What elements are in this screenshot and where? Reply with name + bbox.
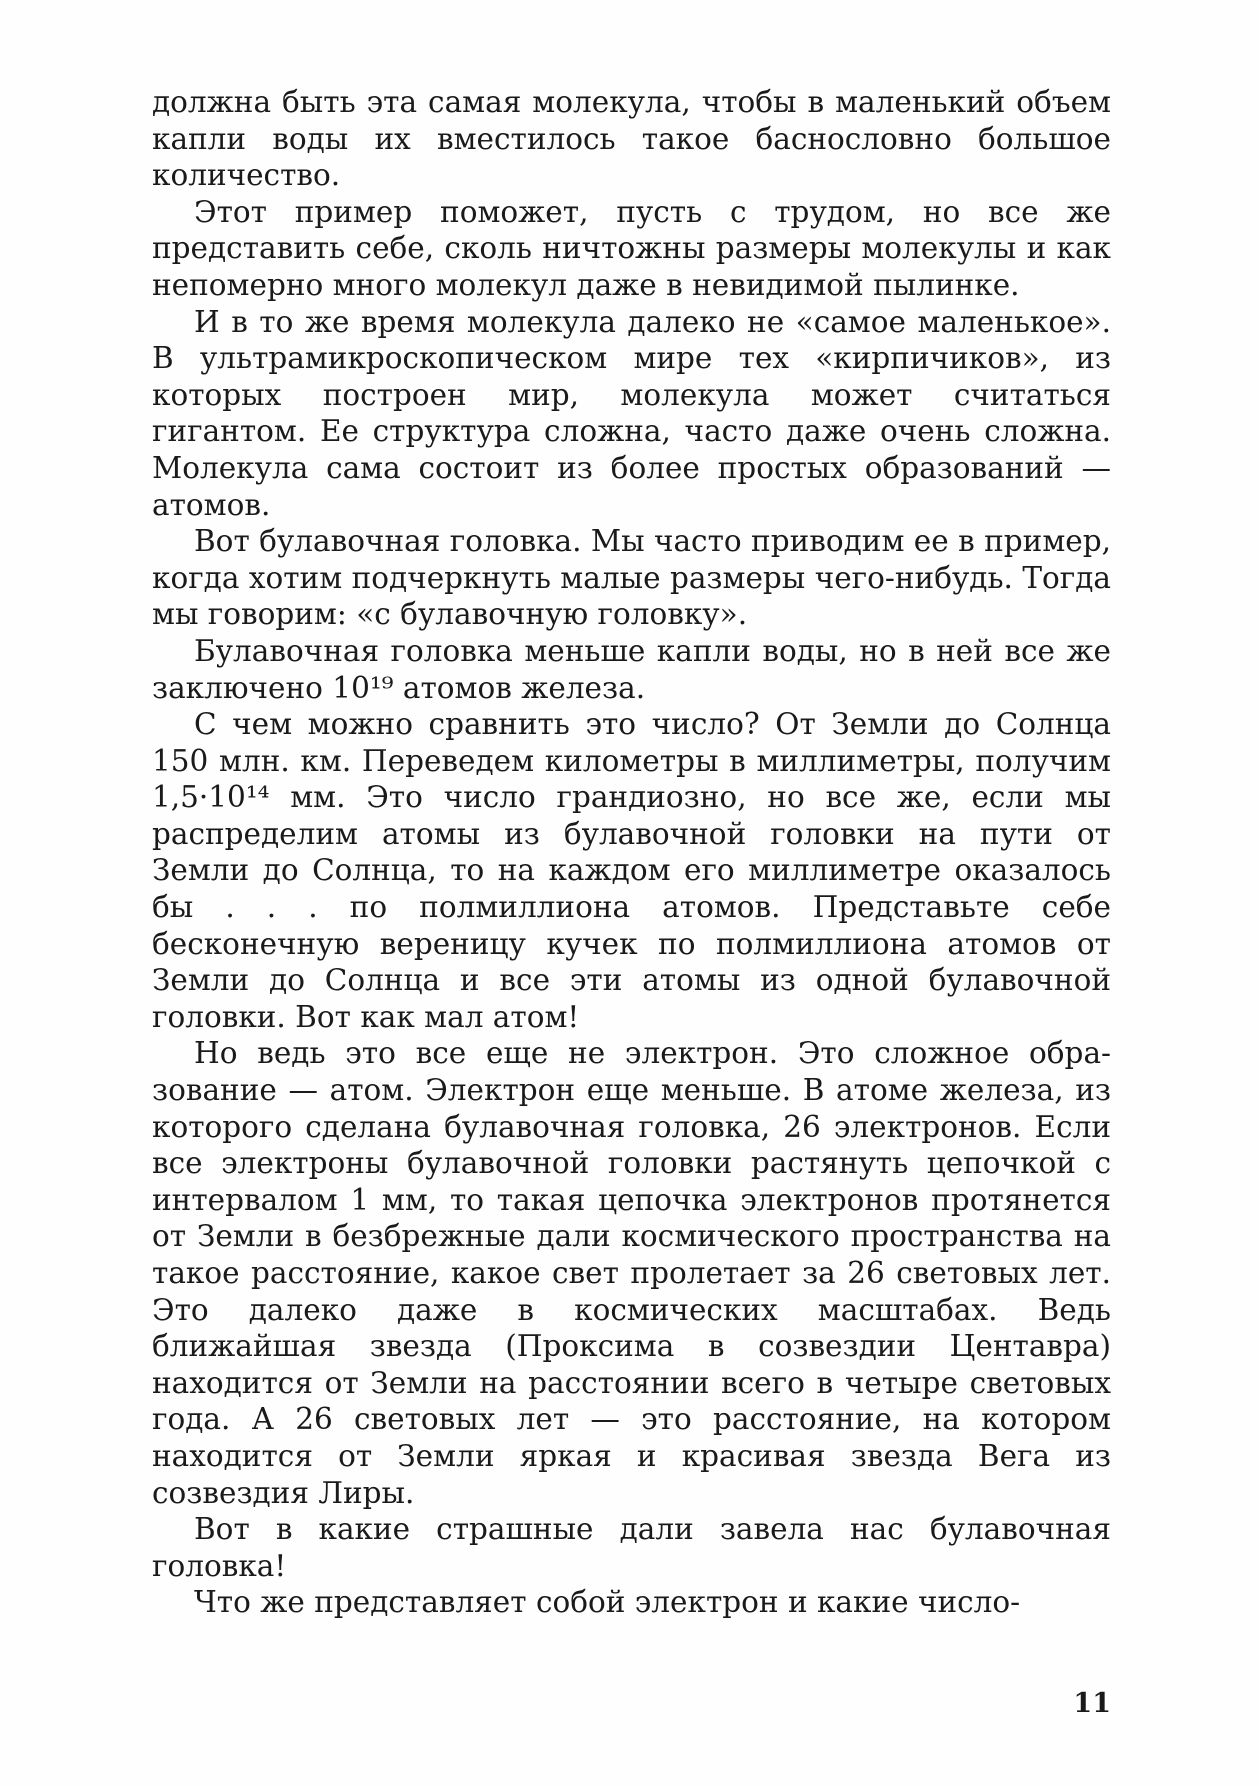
page-number: 11 [1073, 1688, 1111, 1719]
paragraph: Булавочная головка меньше капли воды, но в ней все же заключено 10¹⁹ атомов железа. [152, 633, 1111, 705]
paragraph: Вот булавочная головка. Мы часто приводим ее в пример, когда хотим подчеркнуть малые размеры чего-нибудь. Тогда мы говорим: «с булавочную головку». [152, 524, 1111, 632]
paragraph: должна быть эта самая молекула, чтобы в маленький объем капли воды их вместилось такое баснословно большое количество. [152, 85, 1111, 193]
body-text [152, 84, 1111, 1621]
paragraph: И в то же время молекула далеко не «самое маленькое». В ультрамикроскопическом мире тех «кирпичиков», из которых построен мир, молекула может считаться гигантом. Ее структура сложна, часто даже очень сложна. Молекула сама состоит из более простых образований — атомов. [152, 304, 1111, 522]
paragraph: Что же представляет собой электрон и какие число- [194, 1585, 1021, 1620]
paragraph: Вот в какие страшные дали завела нас булавочная головка! [152, 1512, 1111, 1583]
paragraph: Этот пример поможет, пусть с трудом, но все же представить себе, сколь ничтожны размеры молекулы и как непомерно много молекул даже в невидимой пылинке. [152, 194, 1111, 302]
paragraph: С чем можно сравнить это число? От Земли до Солнца 150 млн. км. Переведем километры в миллиметры, получим 1,5·10¹⁴ мм. Это число грандиозно, но все же, если мы распределим атомы из булавочной головки на пути от Земли до Солнца, то на каждом его миллиметре оказалось бы . . . по полмиллиона атомов. Представьте себе бесконечную вереницу кучек по полмиллиона атомов от Земли до Солнца и все эти атомы из одной булавочной головки. Вот как мал атом! [152, 707, 1111, 1034]
paragraph: Но ведь это все еще не электрон. Это сложное образование — атом. Электрон еще меньше. В атоме железа, из которого сделана булавочная головка, 26 электронов. Если все электроны булавочной головки растянуть цепочкой с интервалом 1 мм, то такая цепочка электронов протянется от Земли в безбрежные дали космического пространства на такое расстояние, какое свет пролетает за 26 световых лет. Это далеко даже в космических масштабах. Ведь ближайшая звезда (Проксима в созвездии Центавра) находится от Земли на расстоянии всего в четыре световых года. А 26 световых лет — это расстояние, на котором находится от Земли яркая и красивая звезда Вега из созвездия Лиры. [152, 1036, 1111, 1510]
